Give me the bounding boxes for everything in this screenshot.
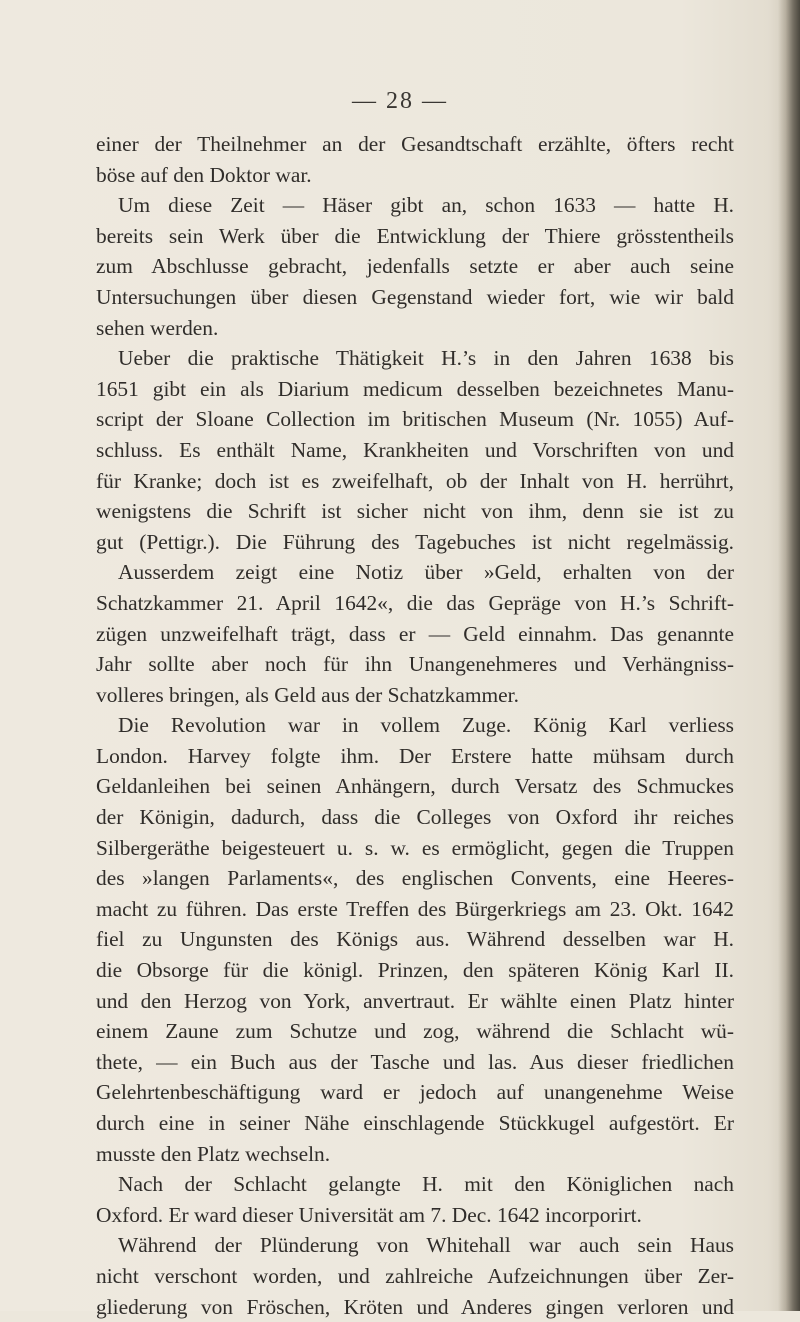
text-line: der Königin, dadurch, dass die Colleges von Oxford ihr reiches bbox=[96, 805, 734, 830]
body-text bbox=[96, 129, 734, 1322]
text-line: fiel zu Ungunsten des Königs aus. Während desselben war H. bbox=[96, 927, 734, 952]
text-line: volleres bringen, als Geld aus der Schatzkammer. bbox=[96, 682, 519, 707]
text-line: Gelehrtenbeschäftigung ward er jedoch auf unangenehme Weise bbox=[96, 1080, 734, 1105]
page-edge-shadow bbox=[778, 0, 800, 1311]
text-line: des »langen Parlaments«, des englischen Convents, eine Heeres- bbox=[96, 866, 734, 891]
text-line: Untersuchungen über diesen Gegenstand wieder fort, wie wir bald bbox=[96, 284, 734, 309]
text-line: und den Herzog von York, anvertraut. Er wählte einen Platz hinter bbox=[96, 988, 734, 1013]
text-line: musste den Platz wechseln. bbox=[96, 1141, 331, 1166]
text-line: einer der Theilnehmer an der Gesandtschaft erzählte, öfters recht bbox=[96, 132, 734, 156]
text-line: schluss. Es enthält Name, Krankheiten und Vorschriften von und bbox=[96, 437, 734, 462]
text-line: Geldanleihen bei seinen Anhängern, durch Versatz des Schmuckes bbox=[96, 774, 734, 799]
text-line: Um diese Zeit — Häser gibt an, schon 1633 — hatte H. bbox=[118, 193, 734, 218]
text-line: gliederung von Fröschen, Kröten und Anderes gingen verloren und bbox=[96, 1294, 734, 1319]
text-line: sehen werden. bbox=[96, 315, 219, 340]
text-line: Ausserdem zeigt eine Notiz über »Geld, erhalten von der bbox=[118, 560, 734, 585]
text-line: gut (Pettigr.). Die Führung des Tagebuches ist nicht regelmässig. bbox=[96, 529, 734, 554]
text-line: London. Harvey folgte ihm. Der Erstere hatte mühsam durch bbox=[96, 743, 734, 768]
text-line: script der Sloane Collection im britischen Museum (Nr. 1055) Auf- bbox=[96, 407, 734, 432]
text-line: die Obsorge für die königl. Prinzen, den späteren König Karl II. bbox=[96, 958, 734, 983]
text-line: Silbergeräthe beigesteuert u. s. w. es ermöglicht, gegen die Truppen bbox=[96, 835, 734, 860]
text-line: zügen unzweifelhaft trägt, dass er — Geld einnahm. Das genannte bbox=[96, 621, 734, 646]
text-line: Schatzkammer 21. April 1642«, die das Gepräge von H.’s Schrift- bbox=[96, 590, 734, 615]
text-line: für Kranke; doch ist es zweifelhaft, ob der Inhalt von H. herrührt, bbox=[96, 468, 734, 493]
text-line: böse auf den Doktor war. bbox=[96, 162, 312, 187]
text-line: Nach der Schlacht gelangte H. mit den Königlichen nach bbox=[118, 1172, 734, 1197]
text-line: 1651 gibt ein als Diarium medicum desselben bezeichnetes Manu- bbox=[96, 376, 734, 401]
text-line: thete, — ein Buch aus der Tasche und las. Aus dieser friedlichen bbox=[96, 1049, 734, 1074]
text-line: wenigstens die Schrift ist sicher nicht von ihm, denn sie ist zu bbox=[96, 499, 734, 524]
text-line: Die Revolution war in vollem Zuge. König Karl verliess bbox=[118, 713, 734, 738]
text-line: nicht verschont worden, und zahlreiche Aufzeichnungen über Zer- bbox=[96, 1263, 734, 1288]
text-line: durch eine in seiner Nähe einschlagende Stückkugel aufgestört. Er bbox=[96, 1111, 734, 1135]
page-number: — 28 — bbox=[352, 88, 448, 114]
text-line: bereits sein Werk über die Entwicklung der Thiere grösstentheils bbox=[96, 223, 734, 248]
text-line: einem Zaune zum Schutze und zog, während die Schlacht wü- bbox=[96, 1019, 734, 1044]
text-line: Jahr sollte aber noch für ihn Unangenehmeres und Verhängniss- bbox=[96, 652, 734, 677]
text-line: Oxford. Er ward dieser Universität am 7. Dec. 1642 incorporirt. bbox=[96, 1202, 642, 1227]
text-line: zum Abschlusse gebracht, jedenfalls setzte er aber auch seine bbox=[96, 254, 734, 279]
text-line: macht zu führen. Das erste Treffen des Bürgerkriegs am 23. Okt. 1642 bbox=[96, 896, 734, 921]
text-line: Ueber die praktische Thätigkeit H.’s in den Jahren 1638 bis bbox=[118, 346, 734, 371]
text-line: Während der Plünderung von Whitehall war auch sein Haus bbox=[118, 1233, 734, 1258]
